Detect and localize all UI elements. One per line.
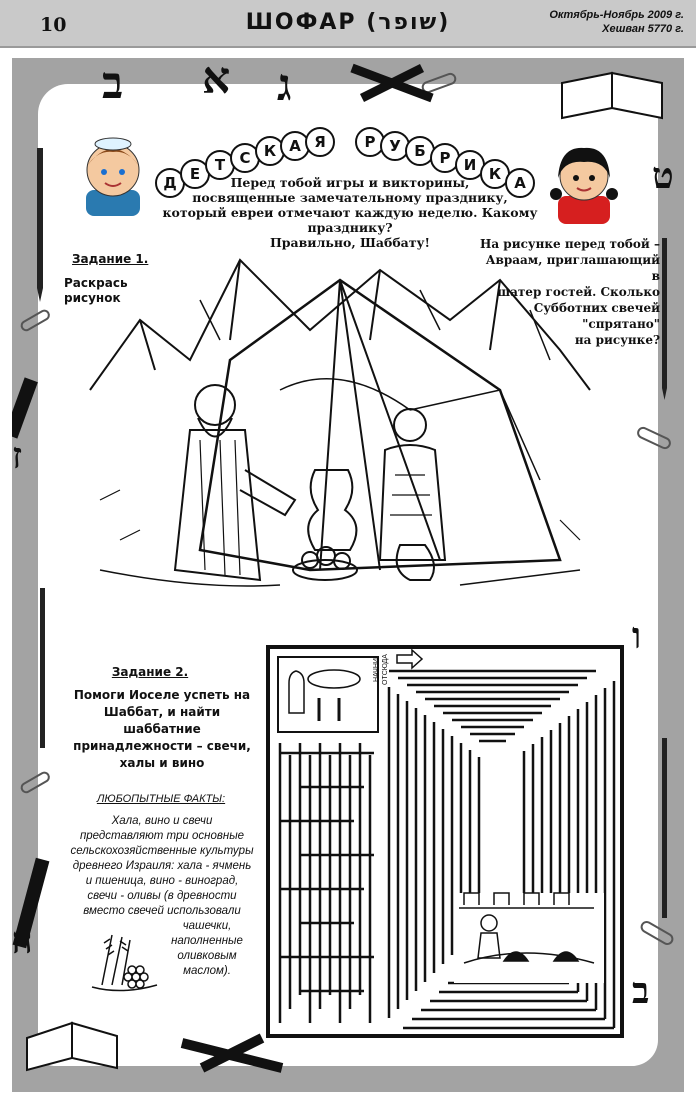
- question-line: шатер гостей. Сколько: [497, 285, 660, 299]
- issue-date-line1: Октябрь-Ноябрь 2009 г.: [549, 9, 684, 21]
- task1-title: Задание 1.: [72, 252, 149, 266]
- question-line: Субботних свечей: [533, 301, 660, 315]
- decorative-letter-icon: [182, 1038, 282, 1068]
- title-letter: И: [455, 150, 485, 180]
- hebrew-letter-icon: ט: [652, 155, 674, 197]
- pencil-icon: [662, 738, 667, 918]
- maze-start-label: НАЧНИ ОТСЮДА: [373, 654, 389, 686]
- facts-line: свечи - оливы (в древности: [87, 890, 237, 902]
- facts-line: вместо свечей использовали: [83, 905, 241, 917]
- title-letter: Т: [205, 150, 235, 180]
- question-line: "спрятано": [582, 317, 660, 331]
- open-book-icon: [562, 73, 662, 118]
- facts-line: оливковым: [177, 950, 237, 962]
- issue-date-line2: Хешван 5770 г.: [602, 23, 684, 35]
- facts-line: маслом).: [183, 965, 231, 977]
- task2-title: Задание 2.: [111, 665, 189, 679]
- task1-line: Раскрась: [64, 276, 128, 290]
- task2-line: принадлежности – свечи,: [73, 739, 251, 753]
- title-letter: А: [505, 168, 535, 198]
- wheat-grapes-icon: [82, 925, 167, 995]
- hebrew-letter-icon: ג: [277, 60, 292, 111]
- hebrew-letter-icon: ב: [632, 970, 650, 1012]
- facts-line: Хала, вино и свечи: [111, 815, 213, 827]
- question-line: на рисунке?: [574, 333, 660, 347]
- facts-line: древнего Израиля: хала - ячмень: [72, 860, 252, 872]
- intro-line: который евреи отмечают каждую неделю. Какому празднику?: [162, 205, 538, 235]
- title-letter: К: [255, 136, 285, 166]
- hebrew-letter-icon: ז: [12, 435, 23, 477]
- boy-character-icon: [78, 132, 148, 217]
- hebrew-letter-icon: ב: [102, 58, 124, 109]
- title-letter: Р: [430, 143, 460, 173]
- page-header: [0, 0, 696, 48]
- hebrew-letter-icon: א: [202, 58, 231, 104]
- task1-line: рисунок: [64, 291, 121, 305]
- ruler-icon: [12, 377, 38, 438]
- question-line: На рисунке перед тобой –: [480, 237, 660, 251]
- title-letter: Б: [405, 136, 435, 166]
- title-letter: У: [380, 131, 410, 161]
- title-letter: Д: [155, 168, 185, 198]
- task2-text: [66, 687, 258, 772]
- pencil-icon: [37, 148, 43, 302]
- decorative-letter-icon: [352, 68, 432, 98]
- task2-line: халы и вино: [119, 756, 205, 770]
- facts-line: и пшеница, вино - виноград,: [85, 875, 239, 887]
- candles-icon: [319, 698, 339, 721]
- facts-title: ЛЮБОПЫТНЫЕ ФАКТЫ:: [96, 793, 226, 805]
- title-letter: Е: [180, 159, 210, 189]
- title-letter: С: [230, 143, 260, 173]
- open-book-icon: [27, 1023, 117, 1070]
- task2-line: Шаббат, и найти шаббатние: [103, 705, 221, 736]
- title-letter: А: [280, 131, 310, 161]
- issue-date: [549, 8, 684, 36]
- facts-line: чашечки,: [182, 920, 232, 932]
- intro-line: посвященные замечательному празднику,: [192, 190, 508, 205]
- maze[interactable]: [264, 643, 626, 1040]
- task2-line: Помоги Иоселе успеть на: [73, 688, 251, 702]
- pencil-icon: [662, 238, 667, 400]
- title-letter: К: [480, 159, 510, 189]
- hebrew-letter-icon: ו: [632, 615, 642, 657]
- wine-bottle-icon: [289, 671, 304, 713]
- intro-line: Правильно, Шаббату!: [269, 235, 431, 250]
- coloring-illustration: [80, 240, 600, 620]
- title-letter: Я: [305, 127, 335, 157]
- facts-line: сельскохозяйственные культуры: [70, 845, 254, 857]
- page-number: 10: [40, 14, 67, 36]
- hebrew-letter-icon: ה: [12, 920, 33, 962]
- pencil-icon: [40, 588, 45, 748]
- facts-line: представляют три основные: [79, 830, 245, 842]
- facts-line: наполненные: [171, 935, 243, 947]
- publication-title: ШОФАР (שופר): [245, 10, 451, 35]
- intro-line: Перед тобой игры и викторины,: [230, 175, 470, 190]
- challah-icon: [308, 670, 360, 688]
- title-letter: Р: [355, 127, 385, 157]
- question-line: Авраам, приглашающий в: [485, 253, 660, 283]
